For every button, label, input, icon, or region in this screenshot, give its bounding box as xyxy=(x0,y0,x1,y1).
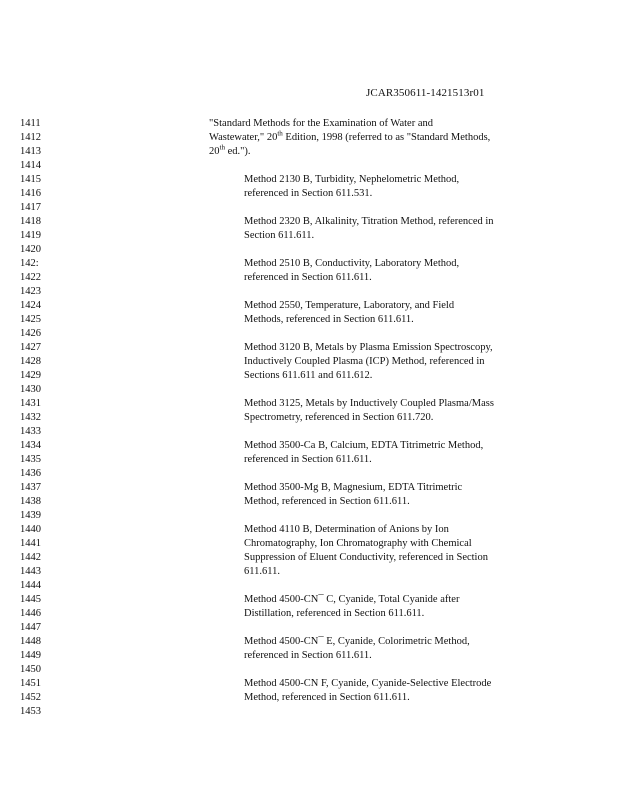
line-number: 1432 xyxy=(20,412,41,423)
line-number: 1434 xyxy=(20,440,41,451)
intro-text: Edition, 1998 (referred to as "Standard Methods, xyxy=(282,132,491,143)
method-line: referenced in Section 611.611. xyxy=(244,650,372,661)
method-line: Method 4500-CN¯ E, Cyanide, Colorimetric Method, xyxy=(244,636,470,647)
method-line: Method 2320 B, Alkalinity, Titration Method, referenced in xyxy=(244,216,494,227)
line-number: 1424 xyxy=(20,300,41,311)
method-line: Chromatography, Ion Chromatography with Chemical xyxy=(244,538,472,549)
line-number: 1412 xyxy=(20,132,41,143)
line-number: 1445 xyxy=(20,594,41,605)
line-number: 1415 xyxy=(20,174,41,185)
line-number: 1440 xyxy=(20,524,41,535)
method-line: Method, referenced in Section 611.611. xyxy=(244,692,410,703)
method-line: Inductively Coupled Plasma (ICP) Method, referenced in xyxy=(244,356,485,367)
line-number: 1430 xyxy=(20,384,41,395)
line-number: 1449 xyxy=(20,650,41,661)
line-number: 1429 xyxy=(20,370,41,381)
line-number: 1451 xyxy=(20,678,41,689)
line-number: 1442 xyxy=(20,552,41,563)
method-line: Method 2130 B, Turbidity, Nephelometric Method, xyxy=(244,174,460,185)
line-number: 1437 xyxy=(20,482,41,493)
line-number: 1425 xyxy=(20,314,41,325)
line-number: 1420 xyxy=(20,244,41,255)
line-number: 1435 xyxy=(20,454,41,465)
method-line: Method 2550, Temperature, Laboratory, and Field xyxy=(244,300,455,311)
line-number: 1436 xyxy=(20,468,41,479)
intro-line xyxy=(209,131,490,144)
method-line: Method 3120 B, Metals by Plasma Emission Spectroscopy, xyxy=(244,342,493,353)
method-line: Method 3125, Metals by Inductively Coupled Plasma/Mass xyxy=(244,398,494,409)
line-number: 1418 xyxy=(20,216,41,227)
superscript: th xyxy=(219,143,225,152)
method-line: referenced in Section 611.531. xyxy=(244,188,373,199)
method-line: Method 4500-CN¯ C, Cyanide, Total Cyanide after xyxy=(244,594,460,605)
method-line: 611.611. xyxy=(244,566,280,577)
method-line: Method 4500-CN F, Cyanide, Cyanide-Selective Electrode xyxy=(244,678,492,689)
method-line: Suppression of Eluent Conductivity, referenced in Section xyxy=(244,552,488,563)
line-number: 1438 xyxy=(20,496,41,507)
intro-text: Wastewater," 20 xyxy=(209,132,278,143)
method-line: Method 2510 B, Conductivity, Laboratory Method, xyxy=(244,258,460,269)
method-line: referenced in Section 611.611. xyxy=(244,454,372,465)
method-line: Methods, referenced in Section 611.611. xyxy=(244,314,414,325)
line-number: 1426 xyxy=(20,328,41,339)
method-line: Section 611.611. xyxy=(244,230,315,241)
method-line: Sections 611.611 and 611.612. xyxy=(244,370,373,381)
line-number: 1414 xyxy=(20,160,41,171)
line-number: 1428 xyxy=(20,356,41,367)
line-number: 1413 xyxy=(20,146,41,157)
line-number: 1452 xyxy=(20,692,41,703)
line-number: 1448 xyxy=(20,636,41,647)
line-number: 1439 xyxy=(20,510,41,521)
line-number: 1416 xyxy=(20,188,41,199)
method-line: Method 3500-Mg B, Magnesium, EDTA Titrimetric xyxy=(244,482,463,493)
line-number: 1433 xyxy=(20,426,41,437)
line-number: 1411 xyxy=(20,118,41,129)
intro-text: ed."). xyxy=(224,146,251,157)
line-number: 1444 xyxy=(20,580,41,591)
method-line: Method 3500-Ca B, Calcium, EDTA Titrimetric Method, xyxy=(244,440,484,451)
method-line: Spectrometry, referenced in Section 611.720. xyxy=(244,412,434,423)
intro-line xyxy=(209,145,251,158)
document-id-header: JCAR350611-1421513r01 xyxy=(366,87,485,99)
line-number: 1450 xyxy=(20,664,41,675)
line-number: 142: xyxy=(20,258,39,269)
method-line: Method 4110 B, Determination of Anions by Ion xyxy=(244,524,449,535)
line-number: 1441 xyxy=(20,538,41,549)
method-line: referenced in Section 611.611. xyxy=(244,272,372,283)
line-number: 1427 xyxy=(20,342,41,353)
method-line: Distillation, referenced in Section 611.611. xyxy=(244,608,425,619)
intro-line: "Standard Methods for the Examination of Water and xyxy=(209,118,433,129)
line-number: 1423 xyxy=(20,286,41,297)
line-number: 1443 xyxy=(20,566,41,577)
line-number: 1447 xyxy=(20,622,41,633)
intro-text: 20 xyxy=(209,146,220,157)
line-number: 1417 xyxy=(20,202,41,213)
line-number: 1431 xyxy=(20,398,41,409)
method-line: Method, referenced in Section 611.611. xyxy=(244,496,410,507)
line-number: 1453 xyxy=(20,706,41,717)
superscript: th xyxy=(277,129,283,138)
line-number: 1422 xyxy=(20,272,41,283)
line-number: 1446 xyxy=(20,608,41,619)
line-number: 1419 xyxy=(20,230,41,241)
